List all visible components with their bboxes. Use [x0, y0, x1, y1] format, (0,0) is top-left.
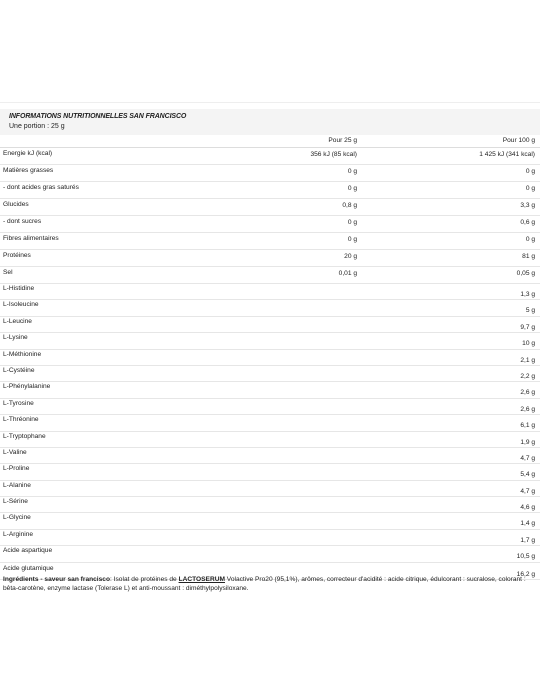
nutrient-label: L-Alanine	[3, 481, 31, 489]
nutrition-table	[0, 135, 540, 580]
table-row	[0, 333, 540, 349]
table-row	[0, 382, 540, 398]
value-per-portion: 0 g	[347, 236, 357, 243]
value-per-portion: 0 g	[347, 185, 357, 192]
nutrition-header	[0, 109, 540, 135]
table-row	[0, 481, 540, 497]
value-per-100g: 3,3 g	[520, 202, 535, 209]
table-row	[0, 350, 540, 366]
table-row	[0, 464, 540, 480]
value-per-portion: 0,01 g	[338, 270, 357, 277]
table-row	[0, 513, 540, 529]
table-row	[0, 199, 540, 216]
portion-size: Une portion : 25 g	[9, 123, 65, 130]
value-per-100g: 0 g	[525, 185, 535, 192]
nutrient-label: - dont sucres	[3, 218, 42, 225]
table-row	[0, 182, 540, 199]
nutrient-label: Acide glutamique	[3, 564, 54, 572]
top-divider	[0, 102, 540, 103]
table-row	[0, 448, 540, 464]
table-row	[0, 317, 540, 333]
value-per-100g: 0 g	[525, 236, 535, 243]
table-row	[0, 546, 540, 562]
value-per-100g: 6,1 g	[520, 422, 535, 430]
value-per-100g: 2,6 g	[520, 389, 535, 397]
nutrient-label: L-Isoleucine	[3, 301, 39, 309]
nutrient-label: L-Valine	[3, 448, 27, 456]
nutrient-label: L-Tryptophane	[3, 432, 46, 440]
table-row	[0, 497, 540, 513]
value-per-100g: 4,7 g	[520, 454, 535, 462]
nutrient-label: Matières grasses	[3, 167, 54, 174]
nutrient-label: Fibres alimentaires	[3, 235, 59, 242]
value-per-100g: 0 g	[525, 168, 535, 175]
nutrient-label: Energie kJ (kcal)	[3, 150, 53, 157]
nutrient-label: L-Glycine	[3, 514, 31, 522]
nutrient-label: L-Tyrosine	[3, 399, 34, 407]
table-row	[0, 216, 540, 233]
nutrient-label: L-Histidine	[3, 285, 35, 292]
table-row	[0, 284, 540, 300]
value-per-100g: 10,5 g	[516, 553, 535, 561]
value-per-100g: 5 g	[525, 307, 535, 315]
value-per-portion: 0,8 g	[342, 202, 357, 209]
ingredients-pre: : Isolat de protéines de	[110, 576, 179, 583]
table-row	[0, 148, 540, 165]
value-per-100g: 1,4 g	[520, 520, 535, 528]
value-per-100g: 81 g	[522, 253, 535, 260]
ingredients-label: Ingrédients - saveur san francisco	[3, 576, 111, 583]
nutrient-label: L-Cystéine	[3, 366, 35, 374]
table-row	[0, 366, 540, 382]
column-header-per-100g: Pour 100 g	[502, 137, 535, 144]
value-per-portion: 356 kJ (85 kcal)	[310, 151, 357, 158]
value-per-portion: 0 g	[347, 168, 357, 175]
table-row	[0, 399, 540, 415]
table-row	[0, 300, 540, 316]
table-row	[0, 432, 540, 448]
table-row	[0, 415, 540, 431]
table-row	[0, 530, 540, 546]
value-per-100g: 5,4 g	[520, 471, 535, 479]
value-per-100g: 9,7 g	[520, 323, 535, 331]
value-per-100g: 1,7 g	[520, 536, 535, 544]
nutrient-label: L-Thréonine	[3, 416, 39, 424]
nutrient-label: L-Leucine	[3, 317, 32, 325]
value-per-100g: 4,7 g	[520, 487, 535, 495]
table-row	[0, 233, 540, 250]
nutrient-label: L-Lysine	[3, 334, 28, 342]
value-per-portion: 20 g	[344, 253, 357, 260]
nutrient-label: - dont acides gras saturés	[3, 184, 79, 191]
table-row	[0, 267, 540, 284]
nutrient-label: Protéines	[3, 252, 31, 259]
nutrient-label: Glucides	[3, 201, 29, 208]
nutrient-label: Acide aspartique	[3, 547, 53, 555]
value-per-portion: 0 g	[347, 219, 357, 226]
nutrient-label: L-Phénylalanine	[3, 383, 51, 391]
value-per-100g: 1,3 g	[520, 291, 535, 298]
value-per-100g: 1,9 g	[520, 438, 535, 446]
value-per-100g: 2,1 g	[520, 356, 535, 364]
value-per-100g: 4,6 g	[520, 504, 535, 512]
nutrition-title: INFORMATIONS NUTRITIONNELLES SAN FRANCISCO	[9, 113, 187, 120]
ingredients-highlight: LACTOSERUM	[178, 576, 225, 583]
table-row	[0, 250, 540, 267]
value-per-100g: 2,6 g	[520, 405, 535, 413]
ingredients-text	[3, 575, 537, 593]
column-header-per-portion: Pour 25 g	[328, 137, 357, 144]
ingredients-post: Volactive Pro20 (95,1%), arômes, correcteur d'acidité : acide citrique, édulcorant : sucralose, colorant : bêta-carotène, enzyme lactase (Tolerase L) et anti-moussant : diméthylpolysiloxane.	[3, 576, 526, 592]
table-header-row	[0, 135, 540, 148]
nutrient-label: L-Méthionine	[3, 350, 42, 358]
nutrient-label: L-Sérine	[3, 498, 28, 506]
value-per-100g: 1 425 kJ (341 kcal)	[479, 151, 535, 158]
nutrient-label: L-Arginine	[3, 530, 34, 538]
value-per-100g: 0,6 g	[520, 219, 535, 226]
nutrient-label: L-Proline	[3, 465, 30, 473]
value-per-100g: 10 g	[522, 340, 535, 348]
nutrient-label: Sel	[3, 269, 13, 276]
value-per-100g: 0,05 g	[516, 270, 535, 277]
value-per-100g: 2,2 g	[520, 372, 535, 380]
value-per-100g: 16,2 g	[516, 570, 535, 578]
table-row	[0, 165, 540, 182]
